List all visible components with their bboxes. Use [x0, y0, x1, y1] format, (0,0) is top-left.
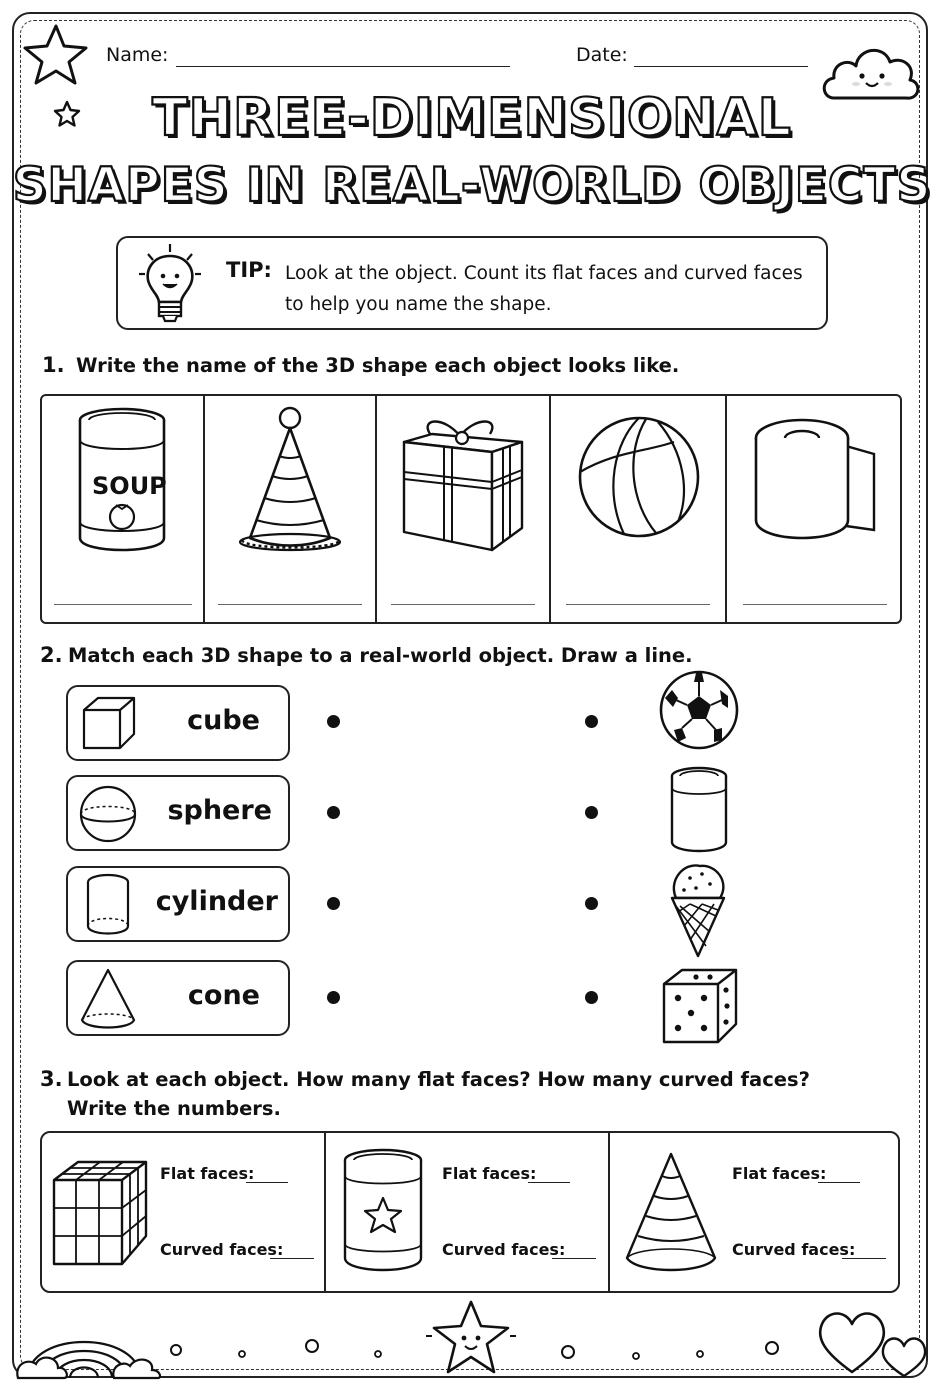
cube-icon: [80, 692, 138, 752]
soup-label: SOUP: [92, 472, 167, 500]
answer-line[interactable]: [566, 604, 710, 605]
divider: [725, 395, 727, 623]
q1-prompt: Write the name of the 3D shape each object looks like.: [76, 354, 680, 377]
match-dot-left[interactable]: [327, 991, 340, 1004]
soccer-ball-image: [658, 670, 740, 750]
curved-faces-label: Curved faces:: [160, 1240, 284, 1259]
ice-cream-cone-image: [666, 860, 730, 960]
q3-prompt-line1: Look at each object. How many flat faces? How many curved faces?: [67, 1068, 810, 1091]
dice-image: [660, 966, 740, 1046]
answer-line[interactable]: [743, 604, 887, 605]
name-label: Name:: [106, 44, 169, 66]
gift-box-image: [400, 412, 526, 554]
shape-label-cylinder: cylinder: [155, 886, 278, 917]
paper-towel-roll-image: [752, 416, 878, 542]
date-field[interactable]: [634, 66, 808, 67]
match-dot-left[interactable]: [327, 897, 340, 910]
beach-ball-image: [574, 412, 704, 542]
q3-number: 3.: [40, 1067, 63, 1091]
divider: [375, 395, 377, 623]
curved-faces-answer[interactable]: [552, 1258, 596, 1259]
answer-line[interactable]: [54, 604, 192, 605]
q2-prompt: Match each 3D shape to a real-world object. Draw a line.: [68, 644, 693, 667]
heart-icon: [814, 1302, 930, 1380]
divider: [203, 395, 205, 623]
star-icon: [18, 22, 92, 88]
shape-label-sphere: sphere: [167, 795, 272, 826]
date-label: Date:: [576, 44, 628, 66]
divider: [324, 1132, 326, 1292]
match-dot-left[interactable]: [327, 806, 340, 819]
star-can-image: [340, 1146, 426, 1274]
match-dot-right[interactable]: [585, 897, 598, 910]
flat-faces-label: Flat faces:: [732, 1164, 827, 1183]
q3-prompt-line2: Write the numbers.: [67, 1097, 281, 1120]
divider: [549, 395, 551, 623]
answer-line[interactable]: [218, 604, 362, 605]
curved-faces-label: Curved faces:: [732, 1240, 856, 1259]
tip-heading: TIP:: [226, 258, 272, 282]
match-dot-left[interactable]: [327, 715, 340, 728]
match-dot-right[interactable]: [585, 991, 598, 1004]
striped-cone-image: [622, 1150, 720, 1276]
name-field[interactable]: [176, 66, 510, 67]
flat-faces-label: Flat faces:: [442, 1164, 537, 1183]
flat-faces-answer[interactable]: [246, 1182, 288, 1183]
match-dot-right[interactable]: [585, 715, 598, 728]
rainbow-icon: [14, 1300, 164, 1380]
curved-faces-answer[interactable]: [270, 1258, 314, 1259]
title-line1: THREE-DIMENSIONAL: [152, 88, 792, 148]
sphere-icon: [78, 784, 138, 844]
can-image: [668, 766, 730, 854]
title-line2: SHAPES IN REAL-WORLD OBJECTS: [12, 158, 932, 213]
lightbulb-icon: [136, 240, 206, 326]
rubik-cube-image: [50, 1158, 150, 1270]
circle-dots-decoration: [160, 1334, 820, 1364]
flat-faces-answer[interactable]: [528, 1182, 570, 1183]
q2-number: 2.: [40, 643, 63, 667]
party-hat-image: [234, 404, 348, 554]
shape-label-cube: cube: [187, 705, 260, 736]
flat-faces-answer[interactable]: [818, 1182, 860, 1183]
q1-number: 1.: [42, 353, 65, 377]
match-dot-right[interactable]: [585, 806, 598, 819]
q3-object-table: [40, 1131, 900, 1293]
tip-text: Look at the object. Count its flat faces and curved faces to help you name the shape.: [285, 263, 803, 315]
flat-faces-label: Flat faces:: [160, 1164, 255, 1183]
cylinder-icon: [84, 872, 132, 936]
curved-faces-answer[interactable]: [842, 1258, 886, 1259]
shape-label-cone: cone: [187, 980, 260, 1011]
cone-icon: [78, 966, 138, 1032]
curved-faces-label: Curved faces:: [442, 1240, 566, 1259]
divider: [608, 1132, 610, 1292]
answer-line[interactable]: [391, 604, 535, 605]
